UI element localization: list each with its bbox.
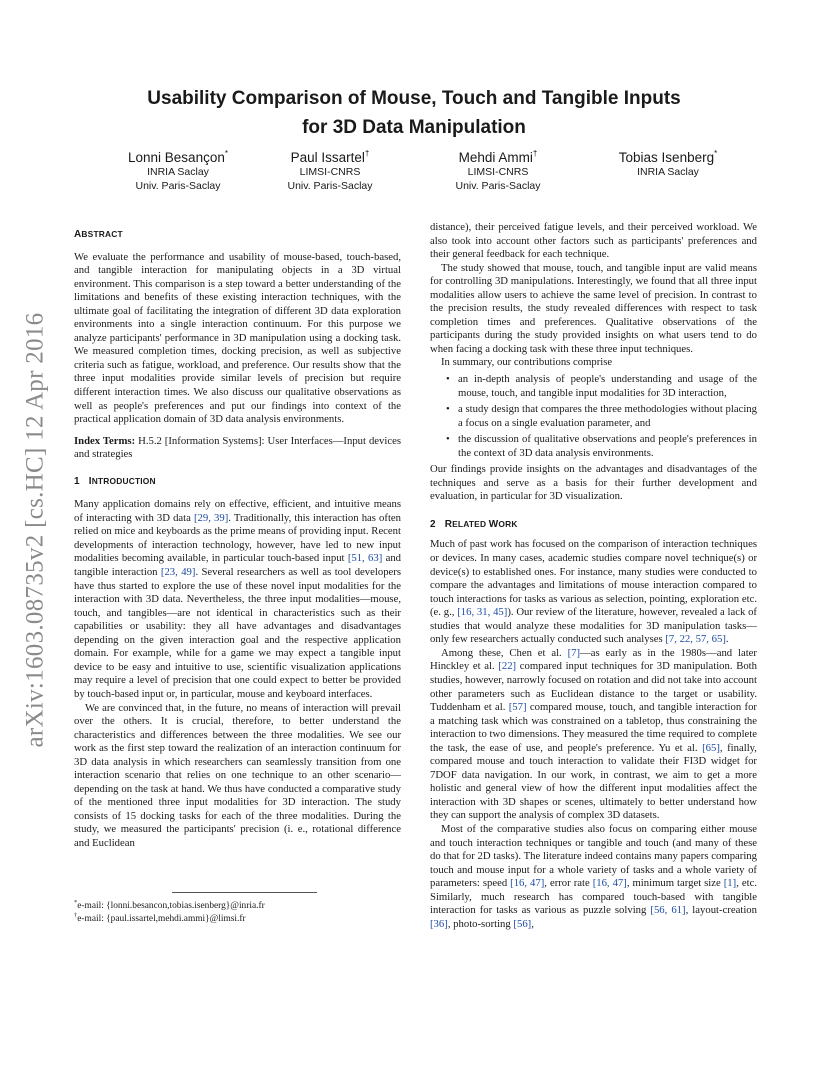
- citation-link[interactable]: [51, 63]: [347, 552, 383, 565]
- intro-paragraph-4: The study showed that mouse, touch, and tangible input are valid means for controlling 3D manipulations. Interestingly, we found that all three input modalities allow users to achieve the same level of precision. In contrast to the precision results, the study revealed differences with respect to task completion times and preferences. Qualitative observations of the participants during the study provided insights on what users tend to do when facing a docking task with these three input techniques.: [430, 261, 757, 355]
- author-name: Paul Issartel: [290, 150, 365, 165]
- author-mark: *: [714, 149, 718, 158]
- abstract-heading: ABSTRACT: [74, 229, 123, 240]
- list-item: • an in-depth analysis of people's understanding and usage of the mouse, touch, and tangible input modalities for 3D interaction,: [430, 373, 757, 400]
- citation-link[interactable]: [1]: [723, 877, 737, 890]
- citation-link[interactable]: [16, 47]: [592, 877, 627, 890]
- related-paragraph-3: Most of the comparative studies also focus on comparing either mouse and touch interaction techniques or tangible and touch (and many of these do that for 2D tasks). The literature indeed contains many papers comparing touch and mouse input for a whole variety of tasks and a whole variety of parameters: speed [16, 47], error rate [16, 47], minimum target size [1], etc. Similarly, much research has compared touch-based with tangible interaction for tasks as various as puzzle solving [56, 61], layout-creation [36], photo-sorting [56],: [430, 822, 757, 930]
- intro-heading: 1 INTRODUCTION: [74, 475, 156, 487]
- citation-link[interactable]: [65]: [702, 741, 720, 754]
- author-affiliation: INRIA Saclay: [147, 166, 209, 178]
- citation-link[interactable]: [36]: [430, 917, 448, 930]
- author-affiliation: Univ. Paris-Saclay: [287, 179, 373, 192]
- index-terms: [74, 435, 401, 462]
- citation-link[interactable]: [16, 31, 45]: [457, 606, 508, 619]
- citation-link[interactable]: [23, 49]: [160, 566, 196, 579]
- author-mark: †: [532, 149, 538, 158]
- contributions-list: [430, 373, 757, 460]
- abstract-text: We evaluate the performance and usability of mouse-based, touch-based, and tangible interaction for manipulating objects in a 3D virtual environment. This comparison is a step toward a better understanding of the limitations and benefits of these existing interaction techniques, with the ultimate goal of facilitating the integration of different 3D data exploration environments into a single interaction continuum. For this purpose we analyze participants' performance in 3D manipulation using a docking task. We measured completion times, docking precision, as well as subjective criteria such as fatigue, workload, and preference. Our results show that the three input modalities provide similar levels of precision but require different interaction times. We also discuss our qualitative observations as well as people's preferences and put our findings into context of the practical application domain of 3D data analysis environments.: [74, 250, 401, 426]
- left-column: [74, 228, 401, 851]
- author-name: Tobias Isenberg: [618, 150, 715, 165]
- intro-paragraph-3: distance), their perceived fatigue levels, and their perceived workload. We also took into account other factors such as participants' preferences and their general feedback for each technique.: [430, 221, 757, 261]
- citation-link[interactable]: [56, 61]: [650, 904, 686, 917]
- index-terms-text: H.5.2 [Information Systems]: User Interfaces—Input devices and strategies: [74, 434, 401, 461]
- author-mark: †: [364, 149, 370, 158]
- author-name: Mehdi Ammi: [458, 150, 533, 165]
- citation-link[interactable]: [22]: [498, 660, 517, 673]
- title-line-1: Usability Comparison of Mouse, Touch and Tangible Inputs: [147, 88, 681, 109]
- author-block: [578, 149, 758, 180]
- intro-paragraph-2: We are convinced that, in the future, no means of interaction will prevail over the others. It is crucial, therefore, to better understand the characteristics and differences between the three modalities. We see our work as the first step toward the realization of an interaction continuum for 3D data analysis in which researchers can seamlessly transition from one interaction scenario that relies on one technique to an other scenario—depending on the task at hand. We thus have conducted a comparative study of the mentioned three input modalities for 3D interaction. The study consists of 15 docking tasks for each of the three modalities. During the study, we measured the participants' precision (i. e., rotational difference and Euclidean: [74, 701, 401, 849]
- citation-link[interactable]: [57]: [508, 701, 527, 714]
- title-line-2: for 3D Data Manipulation: [302, 117, 526, 138]
- list-item: • the discussion of qualitative observations and people's preferences in the context of 3D data analysis environments.: [430, 433, 757, 460]
- citation-link[interactable]: [7, 22, 57, 65]: [665, 633, 726, 646]
- citation-link[interactable]: [16, 47]: [510, 877, 545, 890]
- author-affiliation: LIMSI-CNRS: [299, 166, 361, 178]
- citation-link[interactable]: [29, 39]: [193, 511, 229, 524]
- intro-paragraph-1: Many application domains rely on effective, efficient, and intuitive means of interacting with 3D data [29, 39]. Traditionally, this interaction has often relied on mice and keyboards as the prime means of providing input. Recent developments of interaction technology, however, have led to new input modalities becoming available, in particular touch-based input [51, 63] and tangible interaction [23, 49]. Several researchers as well as tool developers have thus started to explore the use of these novel input modalities for the interaction with 3D data. Nevertheless, the three input modalities—mouse, touch, and tangibles—are not identical in characteristics such as their capabilities or usability: they all have advantages and disadvantages depending on the given interaction goal and the respective application domain. For example, while for a game we may expect a tangible input device to be easy and intuitive to use, scientific visualization applications may require a level of precision that one could expect to better be provided by touch-based input or, in particular, mouse and keyboard interfaces.: [74, 498, 402, 700]
- citation-link[interactable]: [7]: [567, 646, 581, 659]
- index-terms-label: Index Terms:: [74, 434, 136, 447]
- related-paragraph-1: Much of past work has focused on the comparison of interaction techniques or devices. In many cases, academic studies compare novel technique(s) or device(s) to established ones. For instance, many studies were conducted to compare the advantages and limitations of mouse interaction compared to touch interactions for tasks as various as selection, pointing, exploration etc. (e. g., [16, 31, 45]). Our review of the literature, however, revealed a lack of studies that would analyze these modalities for 3D manipulation tasks—only few researchers actually conducted such analyses [7, 22, 57, 65].: [430, 538, 757, 646]
- list-item: • a study design that compares the three methodologies without placing a focus on a single evaluation parameter, and: [430, 403, 757, 430]
- author-affiliation: LIMSI-CNRS: [467, 166, 529, 178]
- right-column: [430, 221, 757, 931]
- related-paragraph-2: Among these, Chen et al. [7]—as early as in the 1980s—and later Hinckley et al. [22] compared input techniques for 3D manipulation. Both studies, however, narrowly focused on rotation and did not take into account other parameters such as Euclidean distance to the target or usability. Tuddenham et al. [57] compared mouse, touch, and tangible interaction for a matching task which was constrained on a tabletop, thus constraining the interaction to two dimensions. They measured the time required to complete the task, the ease of use, and people's preference. Yu et al. [65], finally, compared mouse and touch interaction to validate their FI3D widget for 7DOF data navigation. In our work, in contrast, we aim to get a more holistic and general view of how the different input modalities affect the interaction with 3D shapes or scenes, ultimately to better understand how they can support the analysis of complex 3D datasets.: [430, 646, 757, 822]
- paper-title: [74, 84, 754, 142]
- arxiv-identifier-stamp: arXiv:1603.08735v2 [cs.HC] 12 Apr 2016: [21, 312, 49, 748]
- footnote-2: †e-mail: {paul.issartel,mehdi.ammi}@limsi.fr: [74, 912, 246, 925]
- footnote-rule: [172, 892, 317, 893]
- footnote-1: *e-mail: {lonni.besancon,tobias.isenberg}@inria.fr: [74, 899, 265, 912]
- author-mark: *: [224, 149, 228, 158]
- author-affiliation: Univ. Paris-Saclay: [455, 179, 541, 192]
- related-work-heading: 2 RELATED WORK: [430, 518, 518, 530]
- citation-link[interactable]: [56]: [513, 917, 532, 930]
- author-affiliation: INRIA Saclay: [637, 166, 699, 178]
- intro-paragraph-6: Our findings provide insights on the advantages and disadvantages of the techniques and serve as a basis for their further development and evaluation, in particular for 3D visualization.: [430, 463, 757, 503]
- author-block: [240, 149, 420, 193]
- author-name: Lonni Besançon: [128, 150, 225, 165]
- author-block: [408, 149, 588, 193]
- intro-paragraph-5: In summary, our contributions comprise: [441, 356, 613, 369]
- author-affiliation: Univ. Paris-Saclay: [135, 179, 221, 192]
